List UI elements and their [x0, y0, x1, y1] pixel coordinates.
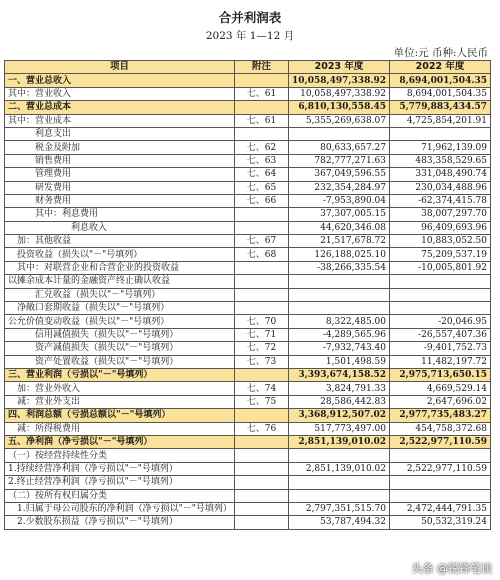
currency-unit: 单位:元 币种:人民币	[393, 47, 488, 59]
row-2023-cell	[289, 275, 390, 288]
row-2023-cell: -7,953,890.04	[289, 194, 390, 207]
table-row	[5, 181, 491, 194]
row-note-cell	[235, 516, 289, 529]
row-2022-cell: 4,725,854,201.91	[390, 114, 491, 127]
row-note-cell	[235, 208, 289, 221]
row-2023-cell: 367,049,596.55	[289, 168, 390, 181]
row-2023-cell: 37,307,005.15	[289, 208, 390, 221]
row-2023-cell: 2,851,139,010.02	[289, 462, 390, 475]
row-note-cell: 七、65	[235, 181, 289, 194]
row-2022-cell: 11,482,197.72	[390, 355, 491, 368]
row-item-cell: 净敞口套期收益（损失以"－"号填列）	[5, 302, 235, 315]
row-2022-cell: 483,358,529.65	[390, 154, 491, 167]
row-item-cell: 税金及附加	[5, 141, 235, 154]
column-header-2022: 2022 年度	[390, 61, 491, 74]
row-2023-cell: 53,787,494.32	[289, 516, 390, 529]
table-row	[5, 235, 491, 248]
table-row	[5, 462, 491, 475]
row-2022-cell: 50,532,319.24	[390, 516, 491, 529]
row-2023-cell	[289, 127, 390, 140]
row-note-cell	[235, 74, 289, 87]
column-header-note: 附注	[235, 61, 289, 74]
table-row	[5, 194, 491, 207]
row-2022-cell: 230,034,488.96	[390, 181, 491, 194]
row-2022-cell: 8,694,001,504.35	[390, 74, 491, 87]
row-item-cell: 以摊余成本计量的金融资产终止确认收益	[5, 275, 235, 288]
row-2023-cell: 782,777,271.63	[289, 154, 390, 167]
row-note-cell	[235, 409, 289, 422]
row-item-cell: 三、营业利润（亏损以"－"号填列）	[5, 368, 235, 381]
row-2022-cell	[390, 476, 491, 489]
row-item-cell: 资产减值损失（损失以"－"号填列）	[5, 342, 235, 355]
table-row	[5, 87, 491, 100]
row-note-cell: 七、70	[235, 315, 289, 328]
row-item-cell: 利息收入	[5, 221, 235, 234]
row-note-cell: 七、75	[235, 395, 289, 408]
report-title: 合并利润表	[218, 10, 282, 25]
row-2022-cell	[390, 127, 491, 140]
row-item-cell: 减：营业外支出	[5, 395, 235, 408]
row-note-cell: 七、72	[235, 342, 289, 355]
row-2022-cell: 331,048,490.74	[390, 168, 491, 181]
row-note-cell	[235, 476, 289, 489]
row-item-cell: 资产处置收益（损失以"－"号填列）	[5, 355, 235, 368]
table-row	[5, 221, 491, 234]
row-item-cell: 管理费用	[5, 168, 235, 181]
row-2022-cell: 2,977,735,483.27	[390, 409, 491, 422]
row-item-cell: 1.持续经营净利润（净亏损以"－"号填列）	[5, 462, 235, 475]
row-item-cell: 研发费用	[5, 181, 235, 194]
row-note-cell: 七、73	[235, 355, 289, 368]
row-item-cell: 投资收益（损失以"－"号填列）	[5, 248, 235, 261]
row-2023-cell: -38,266,335.54	[289, 261, 390, 274]
row-item-cell: 加：营业外收入	[5, 382, 235, 395]
row-item-cell: 减：所得税费用	[5, 422, 235, 435]
row-2023-cell: 3,393,674,158.52	[289, 368, 390, 381]
table-row	[5, 368, 491, 381]
row-item-cell: （二）按所有权归属分类	[5, 489, 235, 502]
row-note-cell	[235, 275, 289, 288]
row-note-cell: 七、63	[235, 154, 289, 167]
row-2023-cell	[289, 476, 390, 489]
row-item-cell: 2.终止经营净利润（净亏损以"－"号填列）	[5, 476, 235, 489]
row-2023-cell	[289, 288, 390, 301]
table-row	[5, 342, 491, 355]
row-item-cell: 销售费用	[5, 154, 235, 167]
table-row	[5, 275, 491, 288]
table-row	[5, 435, 491, 448]
row-2023-cell: 3,368,912,507.02	[289, 409, 390, 422]
row-item-cell: （一）按经营持续性分类	[5, 449, 235, 462]
row-note-cell: 七、64	[235, 168, 289, 181]
row-2022-cell: -20,046.95	[390, 315, 491, 328]
row-2023-cell: 28,586,442.83	[289, 395, 390, 408]
row-note-cell	[235, 302, 289, 315]
table-row	[5, 114, 491, 127]
table-row	[5, 489, 491, 502]
row-2022-cell: 38,007,297.70	[390, 208, 491, 221]
row-item-cell: 其中：营业收入	[5, 87, 235, 100]
row-2023-cell: -4,289,565.96	[289, 328, 390, 341]
row-2023-cell: 1,501,498.59	[289, 355, 390, 368]
row-note-cell: 七、76	[235, 422, 289, 435]
row-note-cell	[235, 368, 289, 381]
table-row	[5, 74, 491, 87]
row-2022-cell: 2,472,444,791.35	[390, 502, 491, 515]
row-item-cell: 利息支出	[5, 127, 235, 140]
row-2022-cell: 96,409,693.96	[390, 221, 491, 234]
row-2022-cell: 2,975,713,650.15	[390, 368, 491, 381]
row-2022-cell: 2,522,977,110.59	[390, 435, 491, 448]
row-note-cell	[235, 221, 289, 234]
row-2022-cell	[390, 288, 491, 301]
row-note-cell	[235, 502, 289, 515]
column-header-item: 项目	[5, 61, 235, 74]
row-2023-cell: 3,824,791.33	[289, 382, 390, 395]
row-item-cell: 四、利润总额（亏损总额以"－"号填列）	[5, 409, 235, 422]
row-2022-cell: 75,209,537.19	[390, 248, 491, 261]
row-2022-cell: -26,557,407.36	[390, 328, 491, 341]
row-item-cell: 公允价值变动收益（损失以"－"号填列）	[5, 315, 235, 328]
income-statement-table	[4, 60, 491, 530]
row-2022-cell	[390, 302, 491, 315]
row-2022-cell	[390, 449, 491, 462]
row-2023-cell: 2,797,351,515.70	[289, 502, 390, 515]
row-2022-cell: 454,758,372.68	[390, 422, 491, 435]
table-row	[5, 154, 491, 167]
table-row	[5, 127, 491, 140]
row-item-cell: 其中：利息费用	[5, 208, 235, 221]
table-row	[5, 302, 491, 315]
table-row	[5, 141, 491, 154]
row-note-cell	[235, 261, 289, 274]
table-row	[5, 449, 491, 462]
row-2023-cell: 232,354,284.97	[289, 181, 390, 194]
row-2022-cell: 71,962,139.09	[390, 141, 491, 154]
row-note-cell: 七、68	[235, 248, 289, 261]
row-note-cell: 七、62	[235, 141, 289, 154]
row-2023-cell: -7,932,743.40	[289, 342, 390, 355]
row-note-cell	[235, 288, 289, 301]
row-item-cell: 五、净利润（净亏损以"－"号填列）	[5, 435, 235, 448]
table-row	[5, 422, 491, 435]
row-2023-cell	[289, 449, 390, 462]
row-2023-cell: 8,322,485.00	[289, 315, 390, 328]
report-period: 2023 年 1—12 月	[205, 30, 295, 42]
table-row	[5, 395, 491, 408]
row-note-cell: 七、61	[235, 114, 289, 127]
table-row	[5, 101, 491, 114]
row-2022-cell: -62,374,415.78	[390, 194, 491, 207]
table-header-row	[5, 61, 491, 74]
row-2023-cell: 44,620,346.08	[289, 221, 390, 234]
row-2023-cell: 126,188,025.10	[289, 248, 390, 261]
row-item-cell: 一、营业总收入	[5, 74, 235, 87]
column-header-2023: 2023 年度	[289, 61, 390, 74]
row-2022-cell: -10,005,801.92	[390, 261, 491, 274]
row-item-cell: 加：其他收益	[5, 235, 235, 248]
row-2022-cell: 2,522,977,110.59	[390, 462, 491, 475]
row-2022-cell	[390, 489, 491, 502]
row-item-cell: 其中：营业成本	[5, 114, 235, 127]
row-2023-cell	[289, 489, 390, 502]
row-item-cell: 二、营业总成本	[5, 101, 235, 114]
row-note-cell	[235, 489, 289, 502]
row-2023-cell: 10,058,497,338.92	[289, 74, 390, 87]
row-note-cell	[235, 127, 289, 140]
table-row	[5, 208, 491, 221]
table-row	[5, 355, 491, 368]
row-2022-cell: 2,647,696.02	[390, 395, 491, 408]
row-2023-cell: 6,810,130,558.45	[289, 101, 390, 114]
row-note-cell: 七、71	[235, 328, 289, 341]
row-2022-cell: 5,779,883,434.57	[390, 101, 491, 114]
row-2022-cell: 4,669,529.14	[390, 382, 491, 395]
row-note-cell	[235, 449, 289, 462]
table-row	[5, 315, 491, 328]
row-note-cell: 七、61	[235, 87, 289, 100]
table-row	[5, 409, 491, 422]
row-item-cell: 2.少数股东损益（净亏损以"－"号填列）	[5, 516, 235, 529]
row-note-cell: 七、66	[235, 194, 289, 207]
row-note-cell	[235, 435, 289, 448]
table-row	[5, 168, 491, 181]
watermark: 头条 @锐锋笔谈	[411, 562, 492, 575]
table-row	[5, 516, 491, 529]
row-2022-cell: 10,883,052.50	[390, 235, 491, 248]
table-row	[5, 288, 491, 301]
row-item-cell: 1.归属于母公司股东的净利润（净亏损以"－"号填列）	[5, 502, 235, 515]
row-note-cell	[235, 101, 289, 114]
row-item-cell: 其中：对联营企业和合营企业的投资收益	[5, 261, 235, 274]
row-2022-cell	[390, 275, 491, 288]
row-item-cell: 财务费用	[5, 194, 235, 207]
table-row	[5, 502, 491, 515]
row-2023-cell: 5,355,269,638.07	[289, 114, 390, 127]
row-2023-cell: 21,517,678.72	[289, 235, 390, 248]
row-2023-cell: 517,773,497.00	[289, 422, 390, 435]
row-2022-cell: 8,694,001,504.35	[390, 87, 491, 100]
row-note-cell: 七、67	[235, 235, 289, 248]
row-2023-cell: 10,058,497,338.92	[289, 87, 390, 100]
row-2022-cell: -9,401,752.73	[390, 342, 491, 355]
table-row	[5, 248, 491, 261]
row-note-cell	[235, 462, 289, 475]
row-2023-cell: 2,851,139,010.02	[289, 435, 390, 448]
row-item-cell: 信用减值损失（损失以"－"号填列）	[5, 328, 235, 341]
table-row	[5, 476, 491, 489]
table-row	[5, 382, 491, 395]
row-2023-cell: 80,633,657.27	[289, 141, 390, 154]
row-2023-cell	[289, 302, 390, 315]
table-row	[5, 261, 491, 274]
row-note-cell: 七、74	[235, 382, 289, 395]
row-item-cell: 汇兑收益（损失以"－"号填列）	[5, 288, 235, 301]
table-row	[5, 328, 491, 341]
